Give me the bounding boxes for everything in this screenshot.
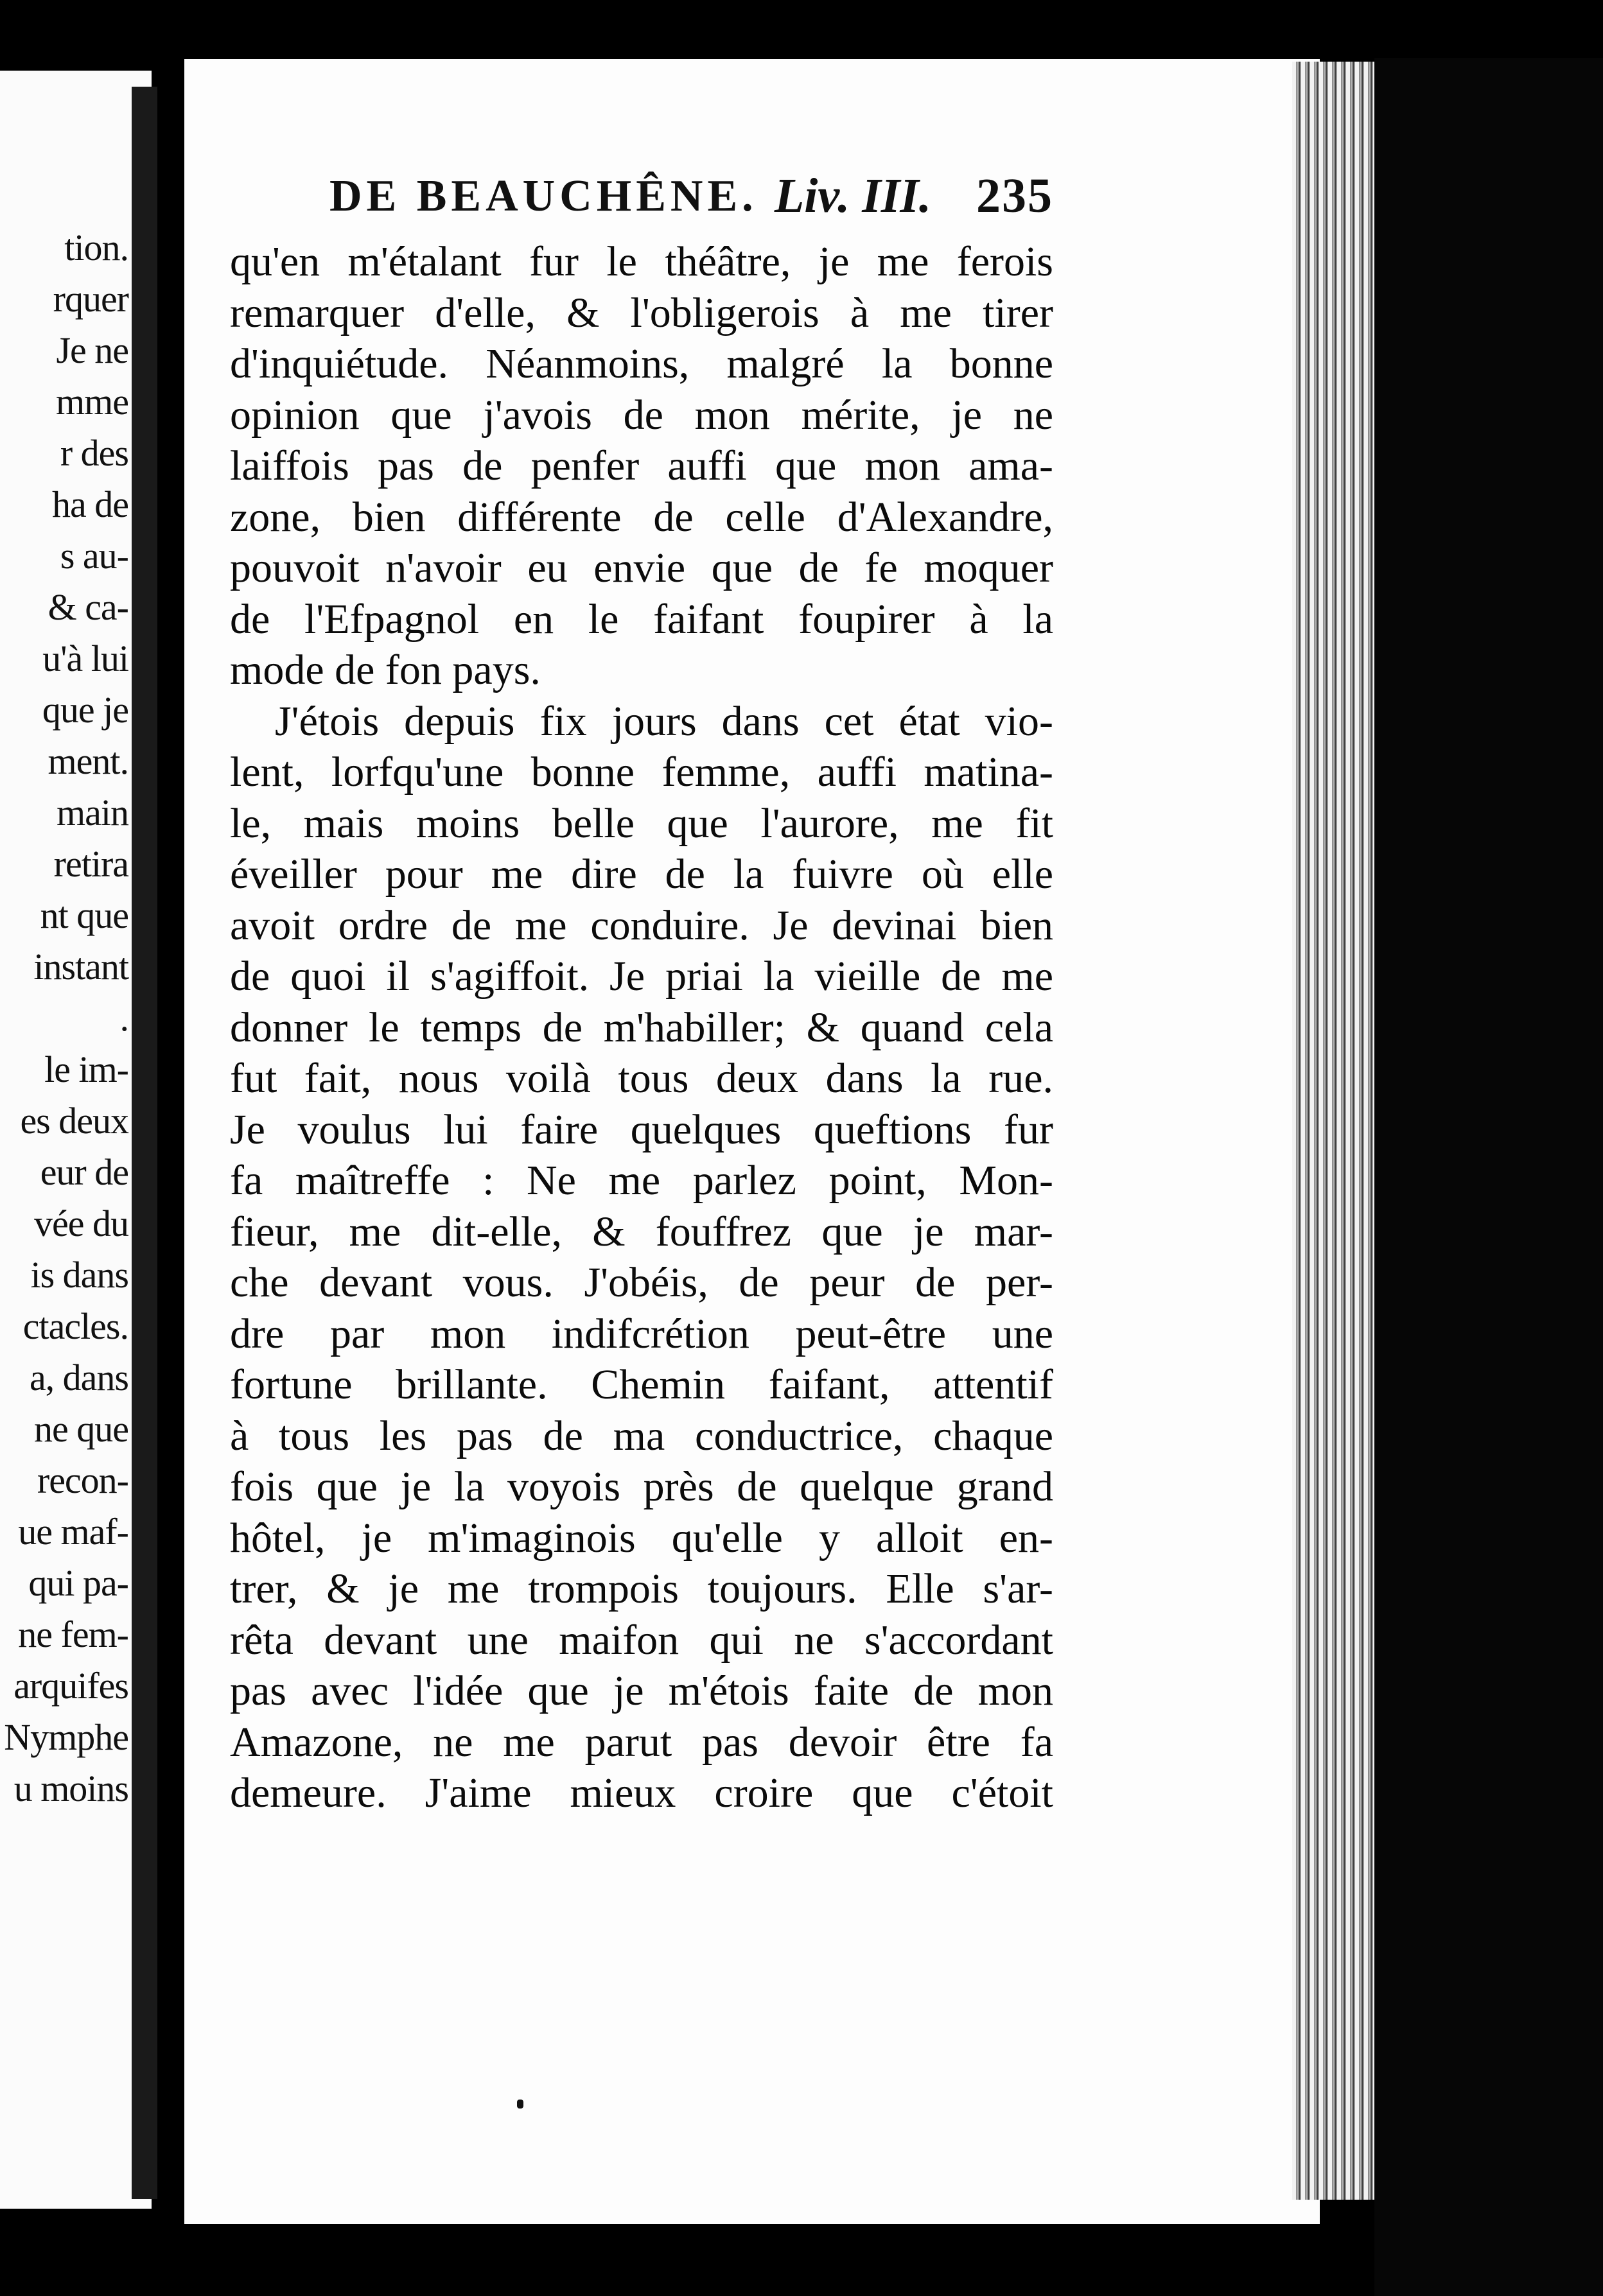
- text-line: à tous les pas de ma conductrice, chaque: [230, 1412, 1053, 1459]
- left-line: arquifes: [13, 1665, 128, 1707]
- left-line: Nymphe: [4, 1716, 128, 1758]
- text-line: che devant vous. J'obéis, de peur de per-: [230, 1259, 1053, 1306]
- book-cover-shadow: [1374, 58, 1603, 2296]
- text-line: donner le temps de m'habiller; & quand cela: [230, 1004, 1053, 1051]
- left-line: a, dans: [29, 1357, 128, 1398]
- left-line: ha de: [52, 483, 128, 525]
- text-line: le, mais moins belle que l'aurore, me fit: [230, 799, 1053, 847]
- text-line: de l'Efpagnol en le faifant foupirer à la: [230, 595, 1053, 643]
- book-gutter: [132, 87, 157, 2199]
- left-line: mme: [56, 381, 128, 422]
- text-line: Amazone, ne me parut pas devoir être fa: [230, 1718, 1053, 1766]
- text-line: demeure. J'aime mieux croire que c'étoit: [230, 1770, 1053, 1816]
- left-line: r des: [60, 432, 128, 474]
- left-line: is dans: [30, 1254, 128, 1296]
- left-line: instant: [33, 946, 128, 987]
- text-line: remarquer d'elle, & l'obligerois à me tirer: [230, 289, 1053, 336]
- text-line: fieur, me dit-elle, & fouffrez que je mar-: [230, 1208, 1053, 1255]
- text-line: fut fait, nous voilà tous deux dans la rue.: [230, 1055, 1053, 1102]
- left-line: .: [119, 997, 128, 1039]
- text-line: pas avec l'idée que je m'étois faite de mon: [230, 1667, 1053, 1714]
- left-line: u'à lui: [42, 638, 128, 679]
- left-line: u moins: [13, 1768, 128, 1809]
- text-line: fortune brillante. Chemin faifant, attentif: [230, 1361, 1053, 1408]
- left-line: retira: [53, 843, 128, 885]
- left-line: ne que: [34, 1408, 128, 1450]
- paragraph-start-line: J'étois depuis fix jours dans cet état vio-: [275, 697, 1053, 745]
- text-line: fois que je la voyois près de quelque grand: [230, 1463, 1053, 1510]
- body-text: [230, 236, 1053, 1819]
- ink-speck: [517, 2100, 523, 2109]
- text-line: fa maîtreffe : Ne me parlez point, Mon-: [230, 1157, 1053, 1204]
- text-line: opinion que j'avois de mon mérite, je ne: [230, 391, 1053, 439]
- left-facing-page: [0, 71, 152, 2209]
- text-line: Je voulus lui faire quelques queftions fur: [230, 1106, 1053, 1153]
- left-page-text: [4, 222, 128, 1814]
- text-line: pouvoit n'avoir eu envie que de fe moquer: [230, 544, 1053, 591]
- text-line: de quoi il s'agiffoit. Je priai la vieille de me: [230, 953, 1053, 1000]
- running-head-title: DE BEAUCHÊNE.: [329, 171, 758, 221]
- left-line: le im-: [44, 1048, 128, 1090]
- page-number: 235: [976, 169, 1053, 223]
- left-line: nt que: [40, 894, 128, 936]
- text-line: hôtel, je m'imaginois qu'elle y alloit en-: [230, 1514, 1053, 1561]
- left-line: ment.: [48, 740, 128, 782]
- text-line: rêta devant une maifon qui ne s'accordant: [230, 1616, 1053, 1664]
- text-line: éveiller pour me dire de la fuivre où elle: [230, 851, 1053, 898]
- left-line: Je ne: [56, 329, 128, 371]
- running-head: [329, 166, 1053, 230]
- left-line: qui pa-: [28, 1562, 128, 1604]
- left-line: recon-: [37, 1459, 128, 1501]
- text-line: avoit ordre de me conduire. Je devinai bien: [230, 901, 1053, 949]
- running-head-right: [775, 168, 1053, 224]
- text-line: trer, & je me trompois toujours. Elle s'ar-: [230, 1565, 1053, 1612]
- left-line: ue maf-: [18, 1511, 128, 1552]
- text-line: qu'en m'étalant fur le théâtre, je me ferois: [230, 238, 1053, 285]
- left-line: & ca-: [48, 586, 128, 628]
- text-line: lent, lorfqu'une bonne femme, auffi matina-: [230, 749, 1053, 796]
- text-line: d'inquiétude. Néanmoins, malgré la bonne: [230, 340, 1053, 387]
- left-line: es deux: [20, 1100, 128, 1142]
- left-line: rquer: [53, 278, 128, 320]
- running-head-book: Liv. III.: [774, 169, 931, 223]
- left-line: que je: [42, 689, 128, 731]
- text-line: dre par mon indifcrétion peut-être une: [230, 1310, 1053, 1357]
- left-line: vée du: [34, 1203, 128, 1244]
- left-line: main: [57, 792, 128, 833]
- text-line: zone, bien différente de celle d'Alexandre,: [230, 493, 1053, 541]
- left-line: ctacles.: [22, 1305, 128, 1347]
- left-line: tion.: [64, 227, 128, 268]
- left-line: s au-: [60, 535, 128, 577]
- text-line: laiffois pas de penfer auffi que mon ama-: [230, 442, 1053, 489]
- paragraph-end-line: mode de fon pays.: [230, 647, 541, 693]
- left-line: ne fem-: [18, 1613, 128, 1655]
- left-line: eur de: [40, 1151, 128, 1193]
